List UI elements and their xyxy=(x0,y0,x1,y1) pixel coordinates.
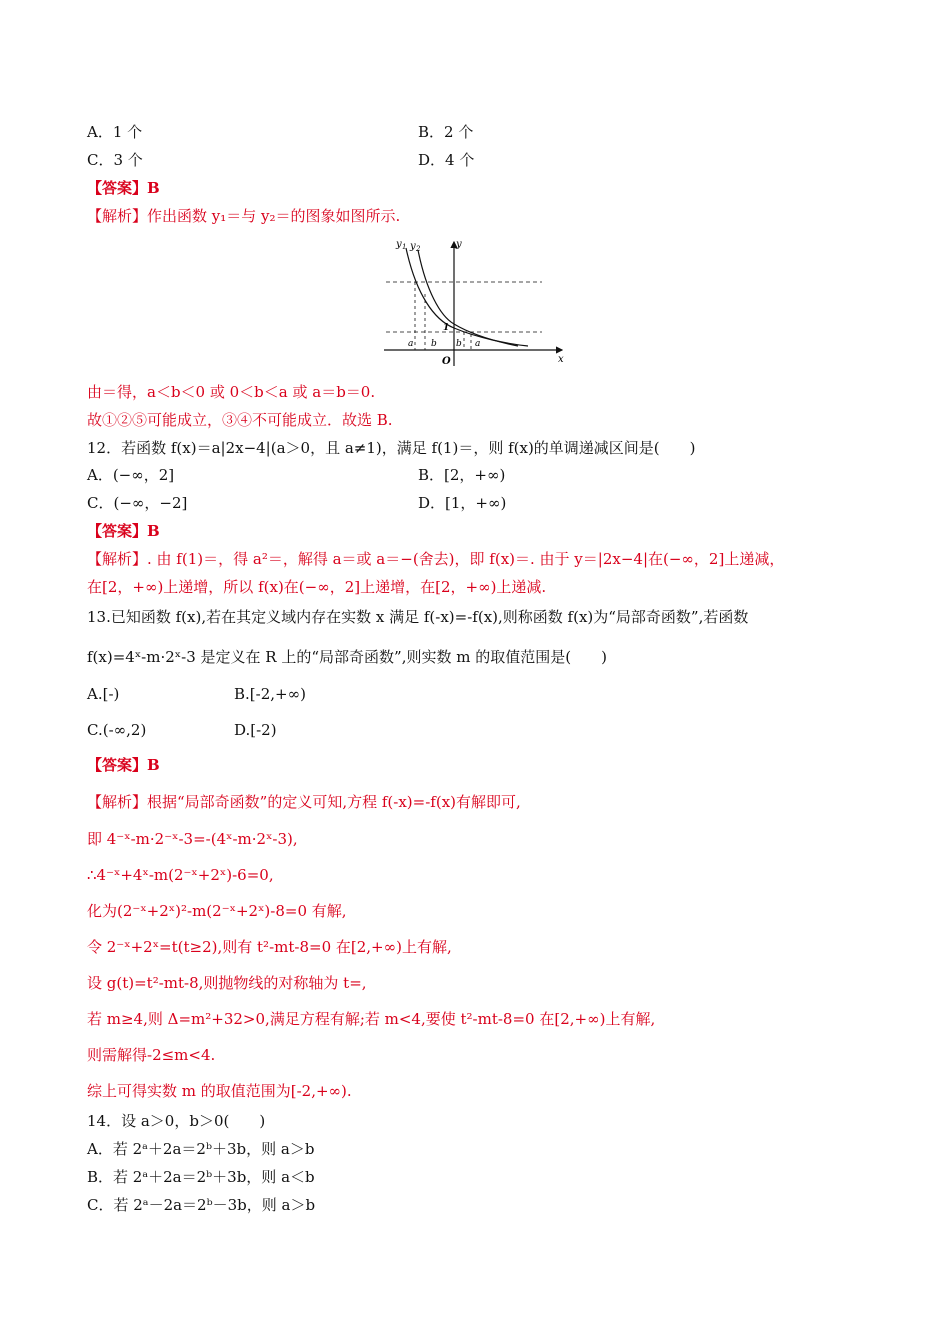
label-b-left: b xyxy=(431,339,437,349)
q13-solution-6: 设 g(t)=t²-mt-8,则抛物线的对称轴为 t=, xyxy=(87,974,367,992)
q13-solution-3: ∴4⁻ˣ+4ˣ-m(2⁻ˣ+2ˣ)-6=0, xyxy=(87,866,274,884)
q14-option-b: B．若 2ᵃ＋2a＝2ᵇ＋3b，则 a＜b xyxy=(87,1168,315,1186)
label-y-axis: y xyxy=(456,239,462,250)
q12-option-d: D．[1，+∞) xyxy=(418,494,507,512)
q14-stem: 14．设 a＞0，b＞0( ) xyxy=(87,1112,266,1130)
curve-y2 xyxy=(418,250,518,346)
q12-stem: 12．若函数 f(x)＝a|2x−4|(a＞0，且 a≠1)，满足 f(1)＝，则 f(x)的单调递减区间是( ) xyxy=(87,439,696,457)
q11-option-d: D．4 个 xyxy=(418,151,475,169)
q13-solution-5: 令 2⁻ˣ+2ˣ=t(t≥2),则有 t²-mt-8=0 在[2,+∞)上有解, xyxy=(87,938,452,956)
q14-option-a: A．若 2ᵃ＋2a＝2ᵇ＋3b，则 a＞b xyxy=(87,1140,315,1158)
q11-analysis: 【解析】作出函数 y₁＝与 y₂＝的图象如图所示. xyxy=(87,207,401,225)
q14-option-c: C．若 2ᵃ－2a＝2ᵇ－3b，则 a＞b xyxy=(87,1196,316,1214)
q12-option-b: B．[2，+∞) xyxy=(418,466,506,484)
q13-option-d: D.[-2) xyxy=(234,721,277,739)
label-a-right: a xyxy=(475,339,481,349)
q11-option-b: B．2 个 xyxy=(418,123,474,141)
label-y2-sub: 2 xyxy=(416,245,421,253)
label-a-left: a xyxy=(408,339,414,349)
q11-option-a: A．1 个 xyxy=(87,123,143,141)
label-x-axis: x xyxy=(558,354,564,365)
q11-option-c: C．3 个 xyxy=(87,151,143,169)
q13-stem-line1: 13.已知函数 f(x),若在其定义域内存在实数 x 满足 f(-x)=-f(x),则称函数 f(x)为“局部奇函数”,若函数 xyxy=(87,608,749,626)
label-one: 1 xyxy=(443,323,450,333)
q13-option-c: C.(-∞,2) xyxy=(87,721,147,739)
q13-option-b: B.[-2,+∞) xyxy=(234,685,306,703)
q13-solution-7: 若 m≥4,则 Δ=m²+32>0,满足方程有解;若 m<4,要使 t²-mt-8=0 在[2,+∞)上有解, xyxy=(87,1010,656,1028)
label-y2: y xyxy=(410,241,416,252)
label-y1: y xyxy=(396,239,402,250)
q11-analysis-line1: 由＝得，a＜b＜0 或 0＜b＜a 或 a＝b＝0. xyxy=(87,383,376,401)
q12-option-c: C．(−∞，−2] xyxy=(87,494,188,512)
q13-stem-line2: f(x)=4ˣ-m·2ˣ-3 是定义在 R 上的“局部奇函数”,则实数 m 的取值范围是( ) xyxy=(87,648,607,666)
q13-option-a: A.[-) xyxy=(87,685,120,703)
q12-analysis-line1: 【解析】. 由 f(1)＝，得 a²＝，解得 a＝或 a＝−(舍去)，即 f(x)＝. 由于 y＝|2x−4|在(−∞，2]上递减， xyxy=(87,550,785,568)
q12-answer: 【答案】B xyxy=(87,522,160,540)
q13-solution-2: 即 4⁻ˣ-m·2⁻ˣ-3=-(4ˣ-m·2ˣ-3), xyxy=(87,830,298,848)
q13-solution-9: 综上可得实数 m 的取值范围为[-2,+∞). xyxy=(87,1082,352,1100)
q12-analysis-line2: 在[2，+∞)上递增，所以 f(x)在(−∞，2]上递增，在[2，+∞)上递减. xyxy=(87,578,547,596)
q13-answer: 【答案】B xyxy=(87,756,160,774)
label-origin: O xyxy=(442,356,451,367)
label-y1-sub: 1 xyxy=(402,243,407,251)
q13-solution-4: 化为(2⁻ˣ+2ˣ)²-m(2⁻ˣ+2ˣ)-8=0 有解, xyxy=(87,902,347,920)
q13-solution-1: 【解析】根据“局部奇函数”的定义可知,方程 f(-x)=-f(x)有解即可, xyxy=(87,793,521,811)
q11-analysis-line2: 故①②⑤可能成立，③④不可能成立．故选 B. xyxy=(87,411,393,429)
function-graph xyxy=(378,234,570,370)
label-b-right: b xyxy=(456,339,462,349)
q11-answer: 【答案】B xyxy=(87,179,160,197)
q12-option-a: A．(−∞，2] xyxy=(87,466,175,484)
q13-solution-8: 则需解得-2≤m<4. xyxy=(87,1046,216,1064)
